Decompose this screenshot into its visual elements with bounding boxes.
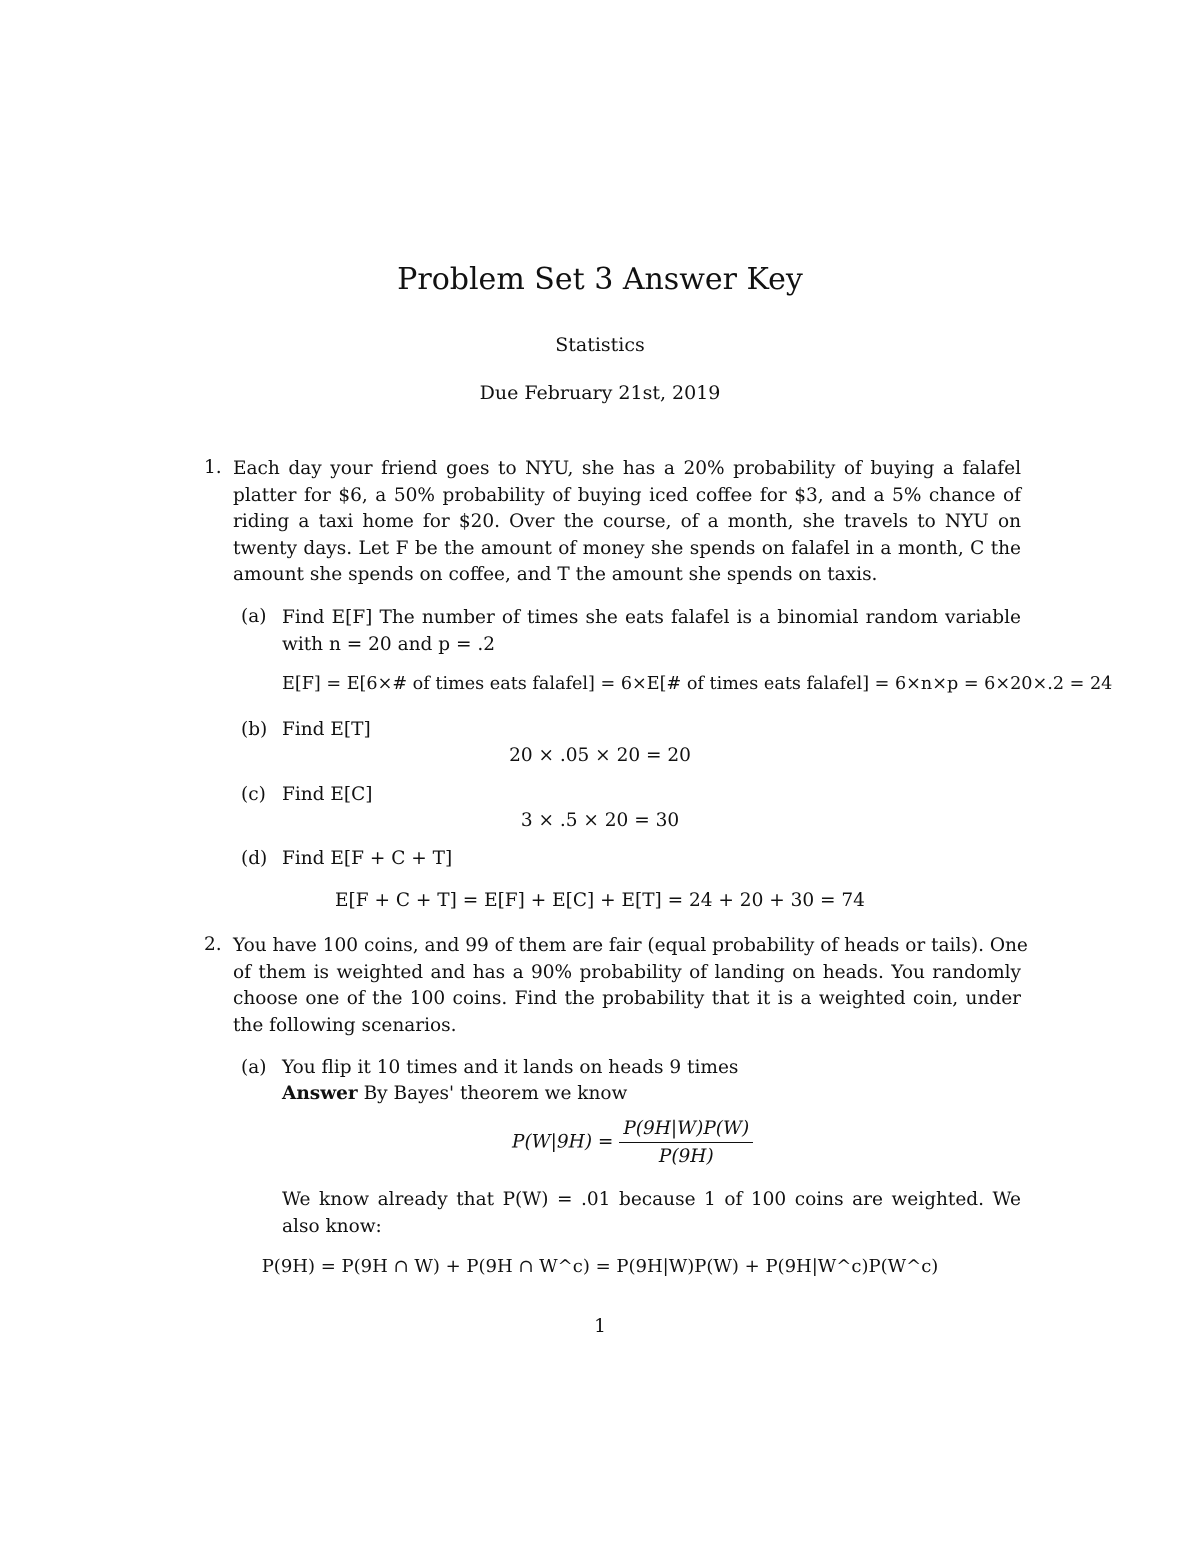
problem-1b-label: (b) bbox=[241, 719, 268, 740]
problem-1-line: twenty days. Let F be the amount of money she spends on falafel in a month, C the bbox=[233, 537, 1021, 559]
problem-2-statement bbox=[233, 933, 1028, 1039]
bayes-equation bbox=[512, 1118, 753, 1167]
problem-1-statement bbox=[233, 456, 1021, 589]
answer-intro: By Bayes' theorem we know bbox=[363, 1083, 628, 1104]
answer-heading: Answer bbox=[282, 1083, 358, 1104]
problem-1a-text bbox=[282, 605, 1021, 658]
problem-2a-label: (a) bbox=[241, 1057, 267, 1078]
problem-1a-line: Find E[F] The number of times she eats falafel is a binomial random variable bbox=[282, 607, 1021, 628]
problem-2-line: of them is weighted and has a 90% probability of landing on heads. You randomly bbox=[233, 961, 1021, 983]
problem-2a-known-line: also know: bbox=[282, 1215, 382, 1237]
problem-2a-text: You flip it 10 times and it lands on heads 9 times bbox=[282, 1057, 739, 1078]
problem-1a-label: (a) bbox=[241, 606, 267, 627]
bayes-denominator: P(9H) bbox=[658, 1146, 714, 1167]
problem-1c-label: (c) bbox=[241, 784, 266, 805]
problem-1c-equation: 3 × .5 × 20 = 30 bbox=[520, 810, 680, 831]
problem-1d-label: (d) bbox=[241, 848, 268, 869]
problem-2-line: You have 100 coins, and 99 of them are fair (equal probability of heads or tails). One bbox=[233, 935, 1028, 956]
due-date: Due February 21st, 2019 bbox=[479, 382, 721, 404]
problem-2-number: 2. bbox=[204, 934, 222, 955]
problem-1-number: 1. bbox=[204, 457, 222, 478]
problem-1-line: platter for $6, a 50% probability of buying iced coffee for $3, and a 5% chance of bbox=[233, 484, 1021, 506]
problem-2-line: the following scenarios. bbox=[233, 1014, 457, 1036]
bayes-fraction bbox=[619, 1118, 753, 1167]
total-probability-equation: P(9H) = P(9H ∩ W) + P(9H ∩ W^c) = P(9H|W)P(W) + P(9H|W^c)P(W^c) bbox=[261, 1256, 939, 1277]
problem-1-line: Each day your friend goes to NYU, she has a 20% probability of buying a falafel bbox=[233, 458, 1021, 479]
problem-1a-equation: E[F] = E[6×# of times eats falafel] = 6×E[# of times eats falafel] = 6×n×p = 6×20×.2 = 24 bbox=[282, 674, 1113, 694]
problem-1d-equation: E[F + C + T] = E[F] + E[C] + E[T] = 24 + 20 + 30 = 74 bbox=[335, 890, 865, 911]
problem-1-line: amount she spends on coffee, and T the amount she spends on taxis. bbox=[233, 564, 878, 586]
bayes-numerator: P(9H|W)P(W) bbox=[619, 1118, 753, 1143]
problem-2a-known-line: We know already that P(W) = .01 because 1 of 100 coins are weighted. We bbox=[282, 1189, 1021, 1210]
problem-1a-line: with n = 20 and p = .2 bbox=[282, 633, 496, 655]
problem-2-line: choose one of the 100 coins. Find the probability that it is a weighted coin, under bbox=[233, 988, 1021, 1010]
page-number: 1 bbox=[594, 1316, 606, 1337]
problem-2a-known bbox=[282, 1187, 1021, 1240]
problem-1b-text: Find E[T] bbox=[282, 719, 371, 740]
document-subtitle: Statistics bbox=[555, 334, 645, 356]
bayes-lhs: P(W|9H) = bbox=[512, 1131, 614, 1153]
problem-1b-equation: 20 × .05 × 20 = 20 bbox=[509, 745, 691, 766]
problem-1c-text: Find E[C] bbox=[282, 784, 373, 805]
problem-1d-text: Find E[F + C + T] bbox=[282, 848, 453, 869]
problem-1-line: riding a taxi home for $20. Over the course, of a month, she travels to NYU on bbox=[233, 511, 1021, 533]
problem-2a-answer bbox=[282, 1083, 627, 1104]
document-title: Problem Set 3 Answer Key bbox=[397, 262, 803, 297]
